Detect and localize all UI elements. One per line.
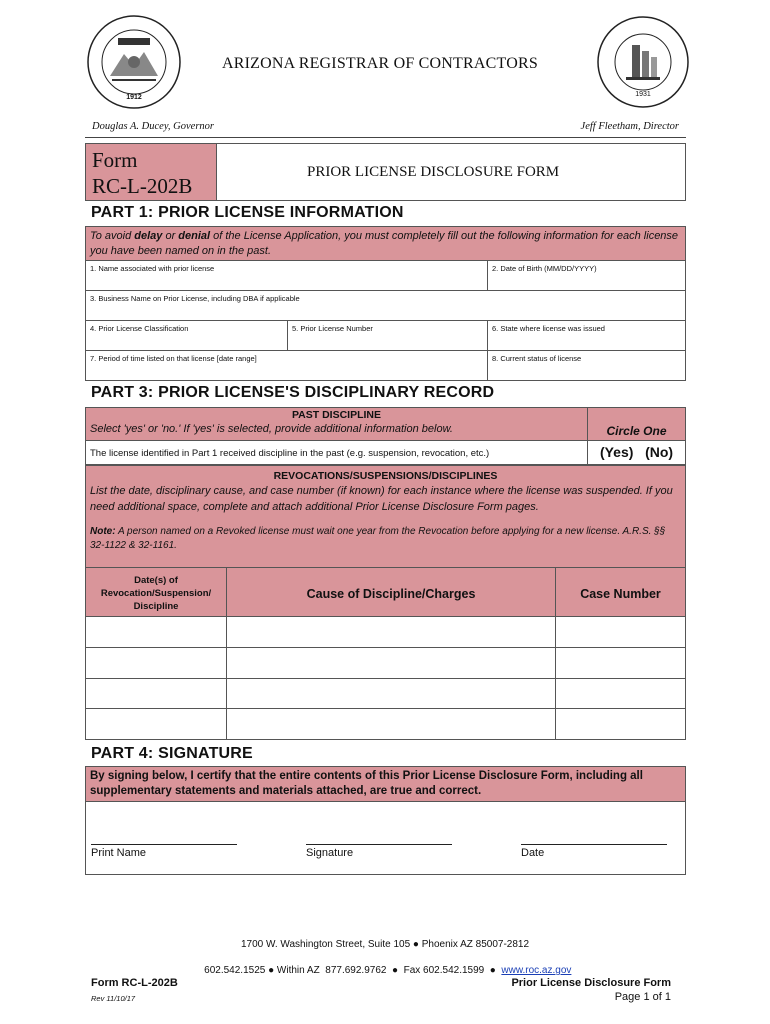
revocations-instruction: List the date, disciplinary cause, and case number (if known) for each instance where the license was suspended. If you need additional space, complete and attach additional Prior License Disclosure Form pages. xyxy=(90,485,673,513)
table-row[interactable] xyxy=(85,678,227,709)
director-name: Jeff Fleetham, Director xyxy=(580,121,679,132)
part3-title: PART 3: PRIOR LICENSE'S DISCIPLINARY RECORD xyxy=(91,384,495,401)
date-label: Date xyxy=(521,847,545,859)
certification-block xyxy=(85,766,686,802)
part1-title: PART 1: PRIOR LICENSE INFORMATION xyxy=(91,204,404,221)
footer-form-name: Prior License Disclosure Form xyxy=(511,977,671,989)
name-field-label: 1. Name associated with prior license xyxy=(90,264,215,273)
table-row[interactable] xyxy=(555,678,686,709)
form-title: PRIOR LICENSE DISCLOSURE FORM xyxy=(307,164,560,180)
footer-form-id: Form RC-L-202B xyxy=(91,977,178,989)
table-row[interactable] xyxy=(85,616,227,648)
table-row[interactable] xyxy=(226,708,556,740)
period-field[interactable] xyxy=(85,350,488,381)
discipline-question-text: The license identified in Part 1 received discipline in the past (e.g. suspension, revocation, etc.) xyxy=(90,448,490,459)
revocations-block xyxy=(85,465,686,568)
state-label: 6. State where license was issued xyxy=(492,324,605,333)
period-label: 7. Period of time listed on that license [date range] xyxy=(90,354,257,363)
classification-label: 4. Prior License Classification xyxy=(90,324,189,333)
business-name-label: 3. Business Name on Prior License, including DBA if applicable xyxy=(90,294,300,303)
state-field[interactable] xyxy=(487,320,686,351)
table-row[interactable] xyxy=(226,647,556,679)
classification-field[interactable] xyxy=(85,320,288,351)
revocation-note xyxy=(90,525,681,553)
seal-year: 1912 xyxy=(126,94,142,101)
intro-text-3: of the License Application, you must completely fill out the following information for each license you have been named on in the past. xyxy=(90,230,679,257)
intro-text-1: To avoid xyxy=(90,230,135,242)
date-line[interactable] xyxy=(521,844,667,845)
table-row[interactable] xyxy=(226,678,556,709)
intro-text-2: or xyxy=(162,230,179,242)
past-discipline-header xyxy=(85,407,588,441)
select-instruction: Select 'yes' or 'no.' If 'yes' is selected, provide additional information below. xyxy=(90,423,453,435)
license-number-label: 5. Prior License Number xyxy=(292,324,373,333)
print-name-label: Print Name xyxy=(91,847,147,859)
roc-seal-logo xyxy=(596,15,690,109)
form-label: Form xyxy=(92,148,138,172)
dob-field[interactable] xyxy=(487,260,686,291)
note-label: Note: xyxy=(90,526,116,537)
form-number: RC-L-202B xyxy=(92,174,193,198)
intro-delay: delay xyxy=(134,230,163,242)
signature-block xyxy=(85,801,686,875)
past-discipline-title: PAST DISCIPLINE xyxy=(291,409,382,421)
col-dates-label: Date(s) of Revocation/Suspension/ Discipline xyxy=(100,575,212,612)
table-row[interactable] xyxy=(226,616,556,648)
circle-one-label: Circle One xyxy=(606,424,667,438)
col-header-dates xyxy=(85,567,227,617)
license-number-field[interactable] xyxy=(287,320,488,351)
footer-rev: Rev 11/10/17 xyxy=(91,994,136,1003)
form-number-box xyxy=(85,143,217,201)
yes-no-options[interactable]: (Yes) (No) xyxy=(599,444,674,460)
table-row[interactable] xyxy=(555,647,686,679)
print-name-line[interactable] xyxy=(91,844,237,845)
footer-contact: 602.542.1525 ● Within AZ 877.692.9762 ● Fax 602.542.1599 ● xyxy=(204,965,502,976)
col-header-cause xyxy=(226,567,556,617)
footer-contact-line xyxy=(0,954,770,976)
name-field[interactable] xyxy=(85,260,488,291)
intro-denial: denial xyxy=(178,230,211,242)
table-row[interactable] xyxy=(85,647,227,679)
revocations-header: REVOCATIONS/SUSPENSIONS/DISCIPLINES xyxy=(273,470,498,482)
footer-address: 1700 W. Washington Street, Suite 105 ● Phoenix AZ 85007-2812 xyxy=(240,939,530,950)
table-row[interactable] xyxy=(555,616,686,648)
circle-one-header xyxy=(587,407,686,441)
col-case-label: Case Number xyxy=(580,587,661,601)
status-field[interactable] xyxy=(487,350,686,381)
business-name-field[interactable] xyxy=(85,290,686,321)
part4-title: PART 4: SIGNATURE xyxy=(91,745,253,762)
col-header-case xyxy=(555,567,686,617)
roc-seal-year: 1931 xyxy=(635,91,651,98)
dob-field-label: 2. Date of Birth (MM/DD/YYYY) xyxy=(492,264,597,273)
agency-name: ARIZONA REGISTRAR OF CONTRACTORS xyxy=(222,55,538,72)
col-cause-label: Cause of Discipline/Charges xyxy=(306,587,476,601)
header-divider xyxy=(85,137,686,138)
signature-label: Signature xyxy=(306,847,354,859)
part1-intro xyxy=(85,226,686,261)
footer-page-number: Page 1 of 1 xyxy=(614,991,671,1003)
website-link[interactable]: www.roc.az.gov xyxy=(501,965,572,976)
table-row[interactable] xyxy=(85,708,227,740)
certification-text: By signing below, I certify that the entire contents of this Prior License Disclosure Form, including all supplementary statements and materials attached, are true and correct. xyxy=(90,770,643,797)
status-label: 8. Current status of license xyxy=(492,354,582,363)
yes-no-selector[interactable] xyxy=(587,440,686,465)
discipline-question xyxy=(85,440,588,465)
note-text: A person named on a Revoked license must wait one year from the Revocation before applying for a new license. A.R.S. §§ 32-1122 & 32-1161. xyxy=(90,526,666,551)
discipline-table-body xyxy=(85,616,686,740)
state-seal-logo xyxy=(86,14,182,110)
governor-name: Douglas A. Ducey, Governor xyxy=(92,121,214,132)
table-row[interactable] xyxy=(555,708,686,740)
signature-line[interactable] xyxy=(306,844,452,845)
